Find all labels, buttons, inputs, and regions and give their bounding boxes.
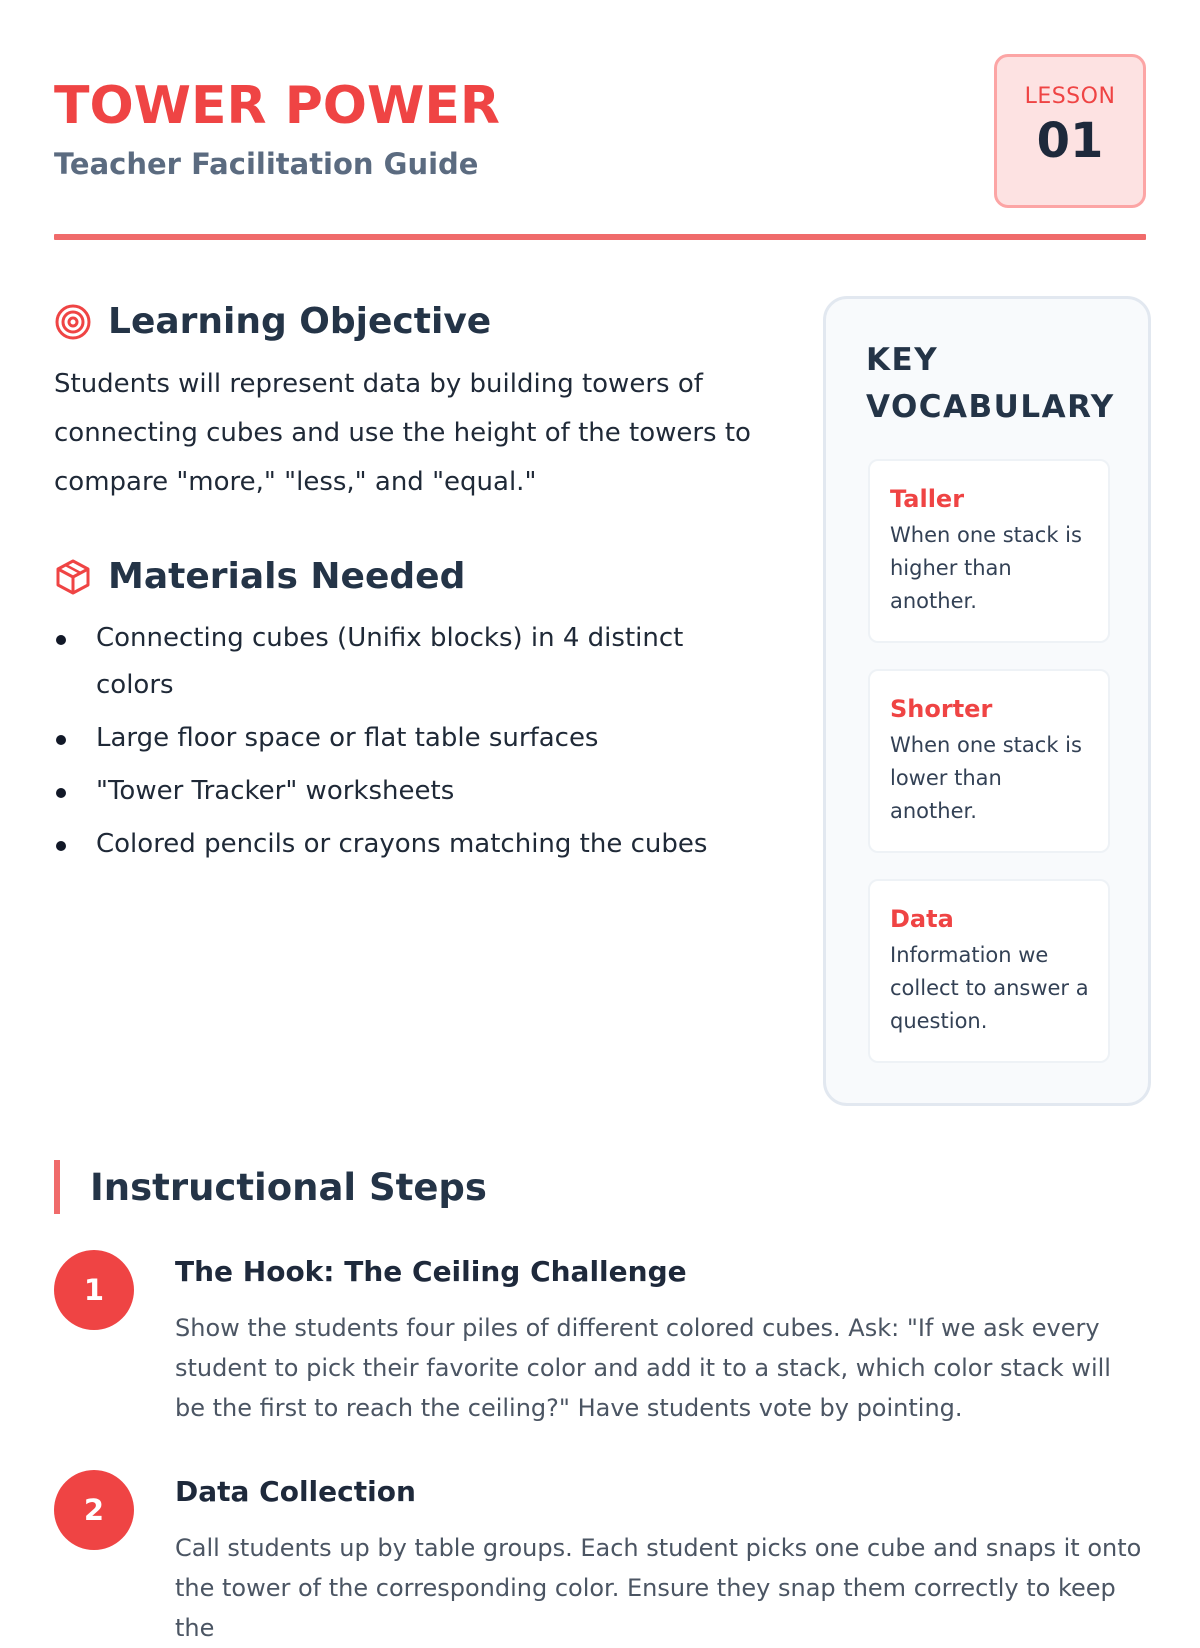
- step-1: [54, 1250, 1146, 1440]
- lesson-badge: [994, 54, 1146, 208]
- list-item: Connecting cubes (Unifix blocks) in 4 distinct colors: [54, 615, 754, 709]
- objective-text: Students will represent data by building towers of connecting cubes and use the height of the towers to compare "more," "less," and "equal.": [54, 369, 751, 497]
- cube-icon: [54, 557, 94, 597]
- header-divider: [54, 234, 1146, 240]
- vocabulary-heading: KEY VOCABULARY: [866, 342, 1115, 425]
- list-item: Colored pencils or crayons matching the cubes: [54, 821, 754, 868]
- objective-header: [54, 298, 754, 346]
- materials-list: [54, 615, 754, 868]
- materials-heading: Materials Needed: [108, 556, 466, 597]
- page-subtitle: Teacher Facilitation Guide: [54, 147, 479, 181]
- vocab-card-taller: [868, 459, 1110, 643]
- step-title: Data Collection: [175, 1475, 416, 1508]
- vocab-definition: When one stack is lower than another.: [890, 733, 1082, 823]
- main-content: [54, 298, 754, 874]
- list-item: Large floor space or flat table surfaces: [54, 715, 754, 762]
- page-title: TOWER POWER: [54, 76, 500, 136]
- vocab-term: Shorter: [890, 695, 993, 723]
- target-icon: [54, 302, 94, 342]
- step-description: Call students up by table groups. Each student picks one cube and snaps it onto the tower of the corresponding color. Ensure they snap them correctly to keep the: [175, 1534, 1142, 1642]
- step-number-badge: 2: [54, 1470, 134, 1550]
- vocab-card-shorter: [868, 669, 1110, 853]
- materials-header: [54, 553, 754, 601]
- vocab-definition: When one stack is higher than another.: [890, 523, 1082, 613]
- step-title: The Hook: The Ceiling Challenge: [175, 1255, 687, 1288]
- list-item: "Tower Tracker" worksheets: [54, 768, 754, 815]
- objective-heading: Learning Objective: [108, 301, 492, 342]
- step-number-badge: 1: [54, 1250, 134, 1330]
- page-header: [54, 54, 1146, 242]
- step-2: [54, 1470, 1146, 1642]
- lesson-label: LESSON: [1024, 84, 1116, 109]
- lesson-number: 01: [1036, 113, 1104, 169]
- vocab-definition: Information we collect to answer a question.: [890, 943, 1089, 1033]
- steps-heading: Instructional Steps: [90, 1165, 487, 1209]
- vocabulary-panel: [823, 296, 1151, 1106]
- steps-header: [54, 1160, 487, 1214]
- vocab-term: Data: [890, 905, 954, 933]
- step-description: Show the students four piles of different colored cubes. Ask: "If we ask every student to pick their favorite color and add it to a stack, which color stack will be the first to reach the ceiling?" Have students vote by pointing.: [175, 1314, 1111, 1422]
- vocab-card-data: [868, 879, 1110, 1063]
- vocab-term: Taller: [890, 485, 965, 513]
